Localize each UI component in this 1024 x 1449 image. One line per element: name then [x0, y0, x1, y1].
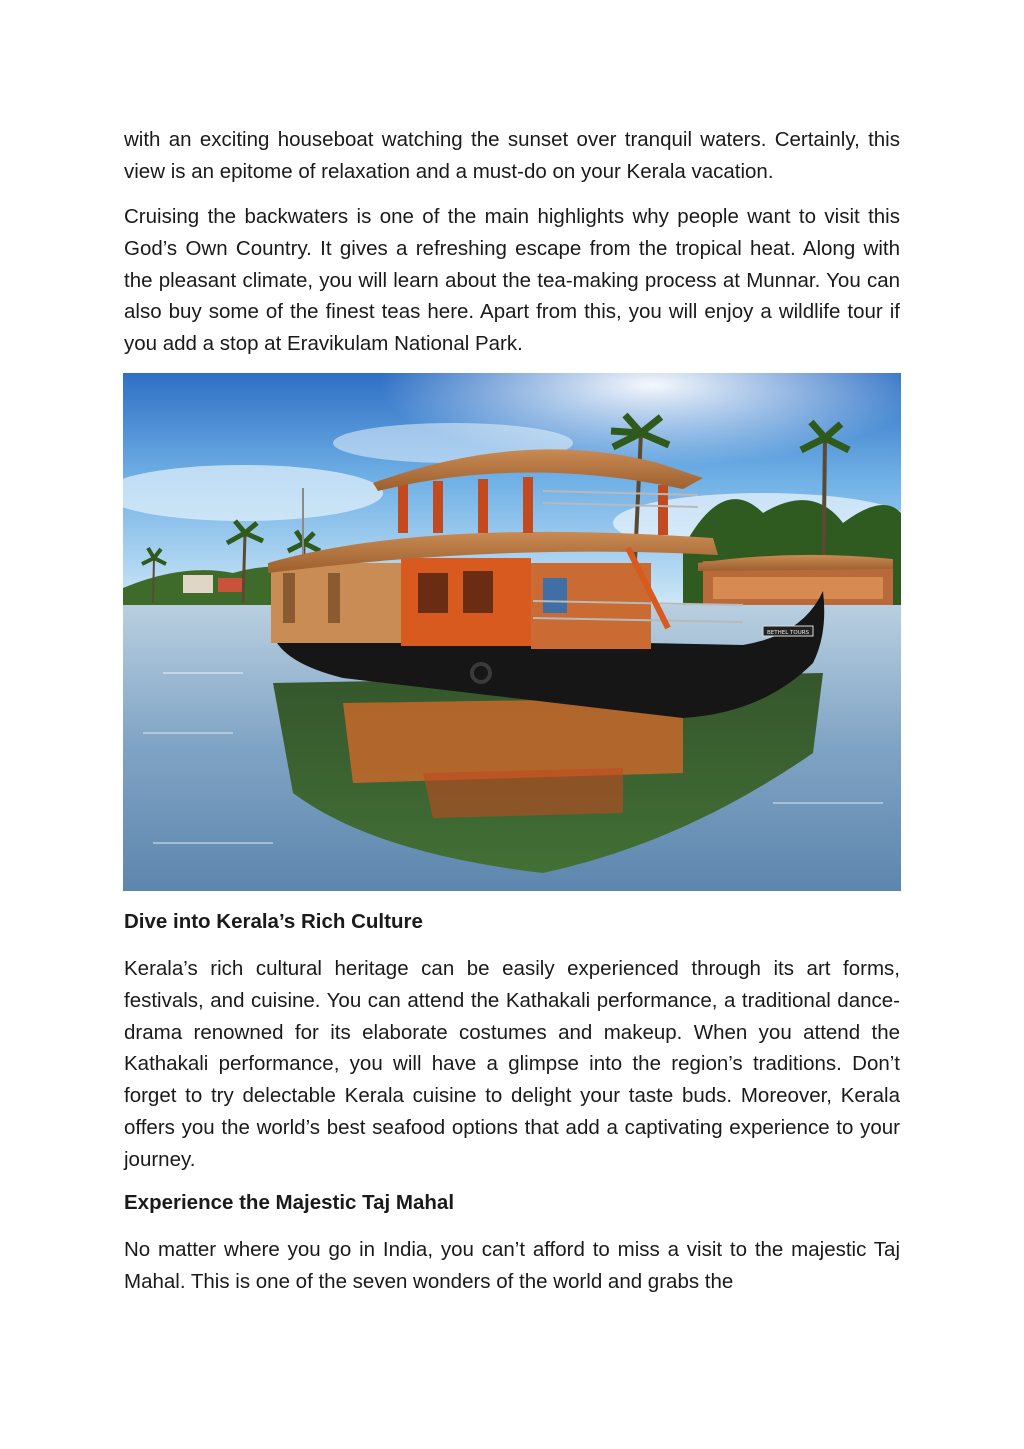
paragraph-kerala-culture: Kerala’s rich cultural heritage can be easily experienced through its art forms, festivals, and cuisine. You can attend the Kathakali performance, a traditional dance-drama renowned for its elaborate costumes and makeup. When you attend the Kathakali performance, you will have a glimpse into the region’s traditions. Don’t forget to try delectable Kerala cuisine to delight your taste buds. Moreover, Kerala offers you the world’s best seafood options that add a captivating experience to your journey. — [124, 957, 900, 1171]
paragraph-houseboat-sunset: with an exciting houseboat watching the sunset over tranquil waters. Certainly, this view is an epitome of relaxation and a must-do on your Kerala vacation. — [124, 128, 900, 183]
houseboat-photo — [123, 373, 901, 891]
boat-sign-text: BETHEL TOURS — [766, 630, 810, 636]
paragraph-taj-mahal: No matter where you go in India, you can’t afford to miss a visit to the majestic Taj Mahal. This is one of the seven wonders of the world and grabs the — [124, 1238, 900, 1293]
paragraph-cruising-backwaters: Cruising the backwaters is one of the main highlights why people want to visit this God’s Own Country. It gives a refreshing escape from the tropical heat. Along with the pleasant climate, you will learn about the tea-making process at Munnar. You can also buy some of the finest teas here. Apart from this, you will enjoy a wildlife tour if you add a stop at Eravikulam National Park. — [124, 205, 900, 356]
heading-kerala-culture: Dive into Kerala’s Rich Culture — [124, 910, 423, 933]
heading-taj-mahal: Experience the Majestic Taj Mahal — [124, 1191, 455, 1214]
